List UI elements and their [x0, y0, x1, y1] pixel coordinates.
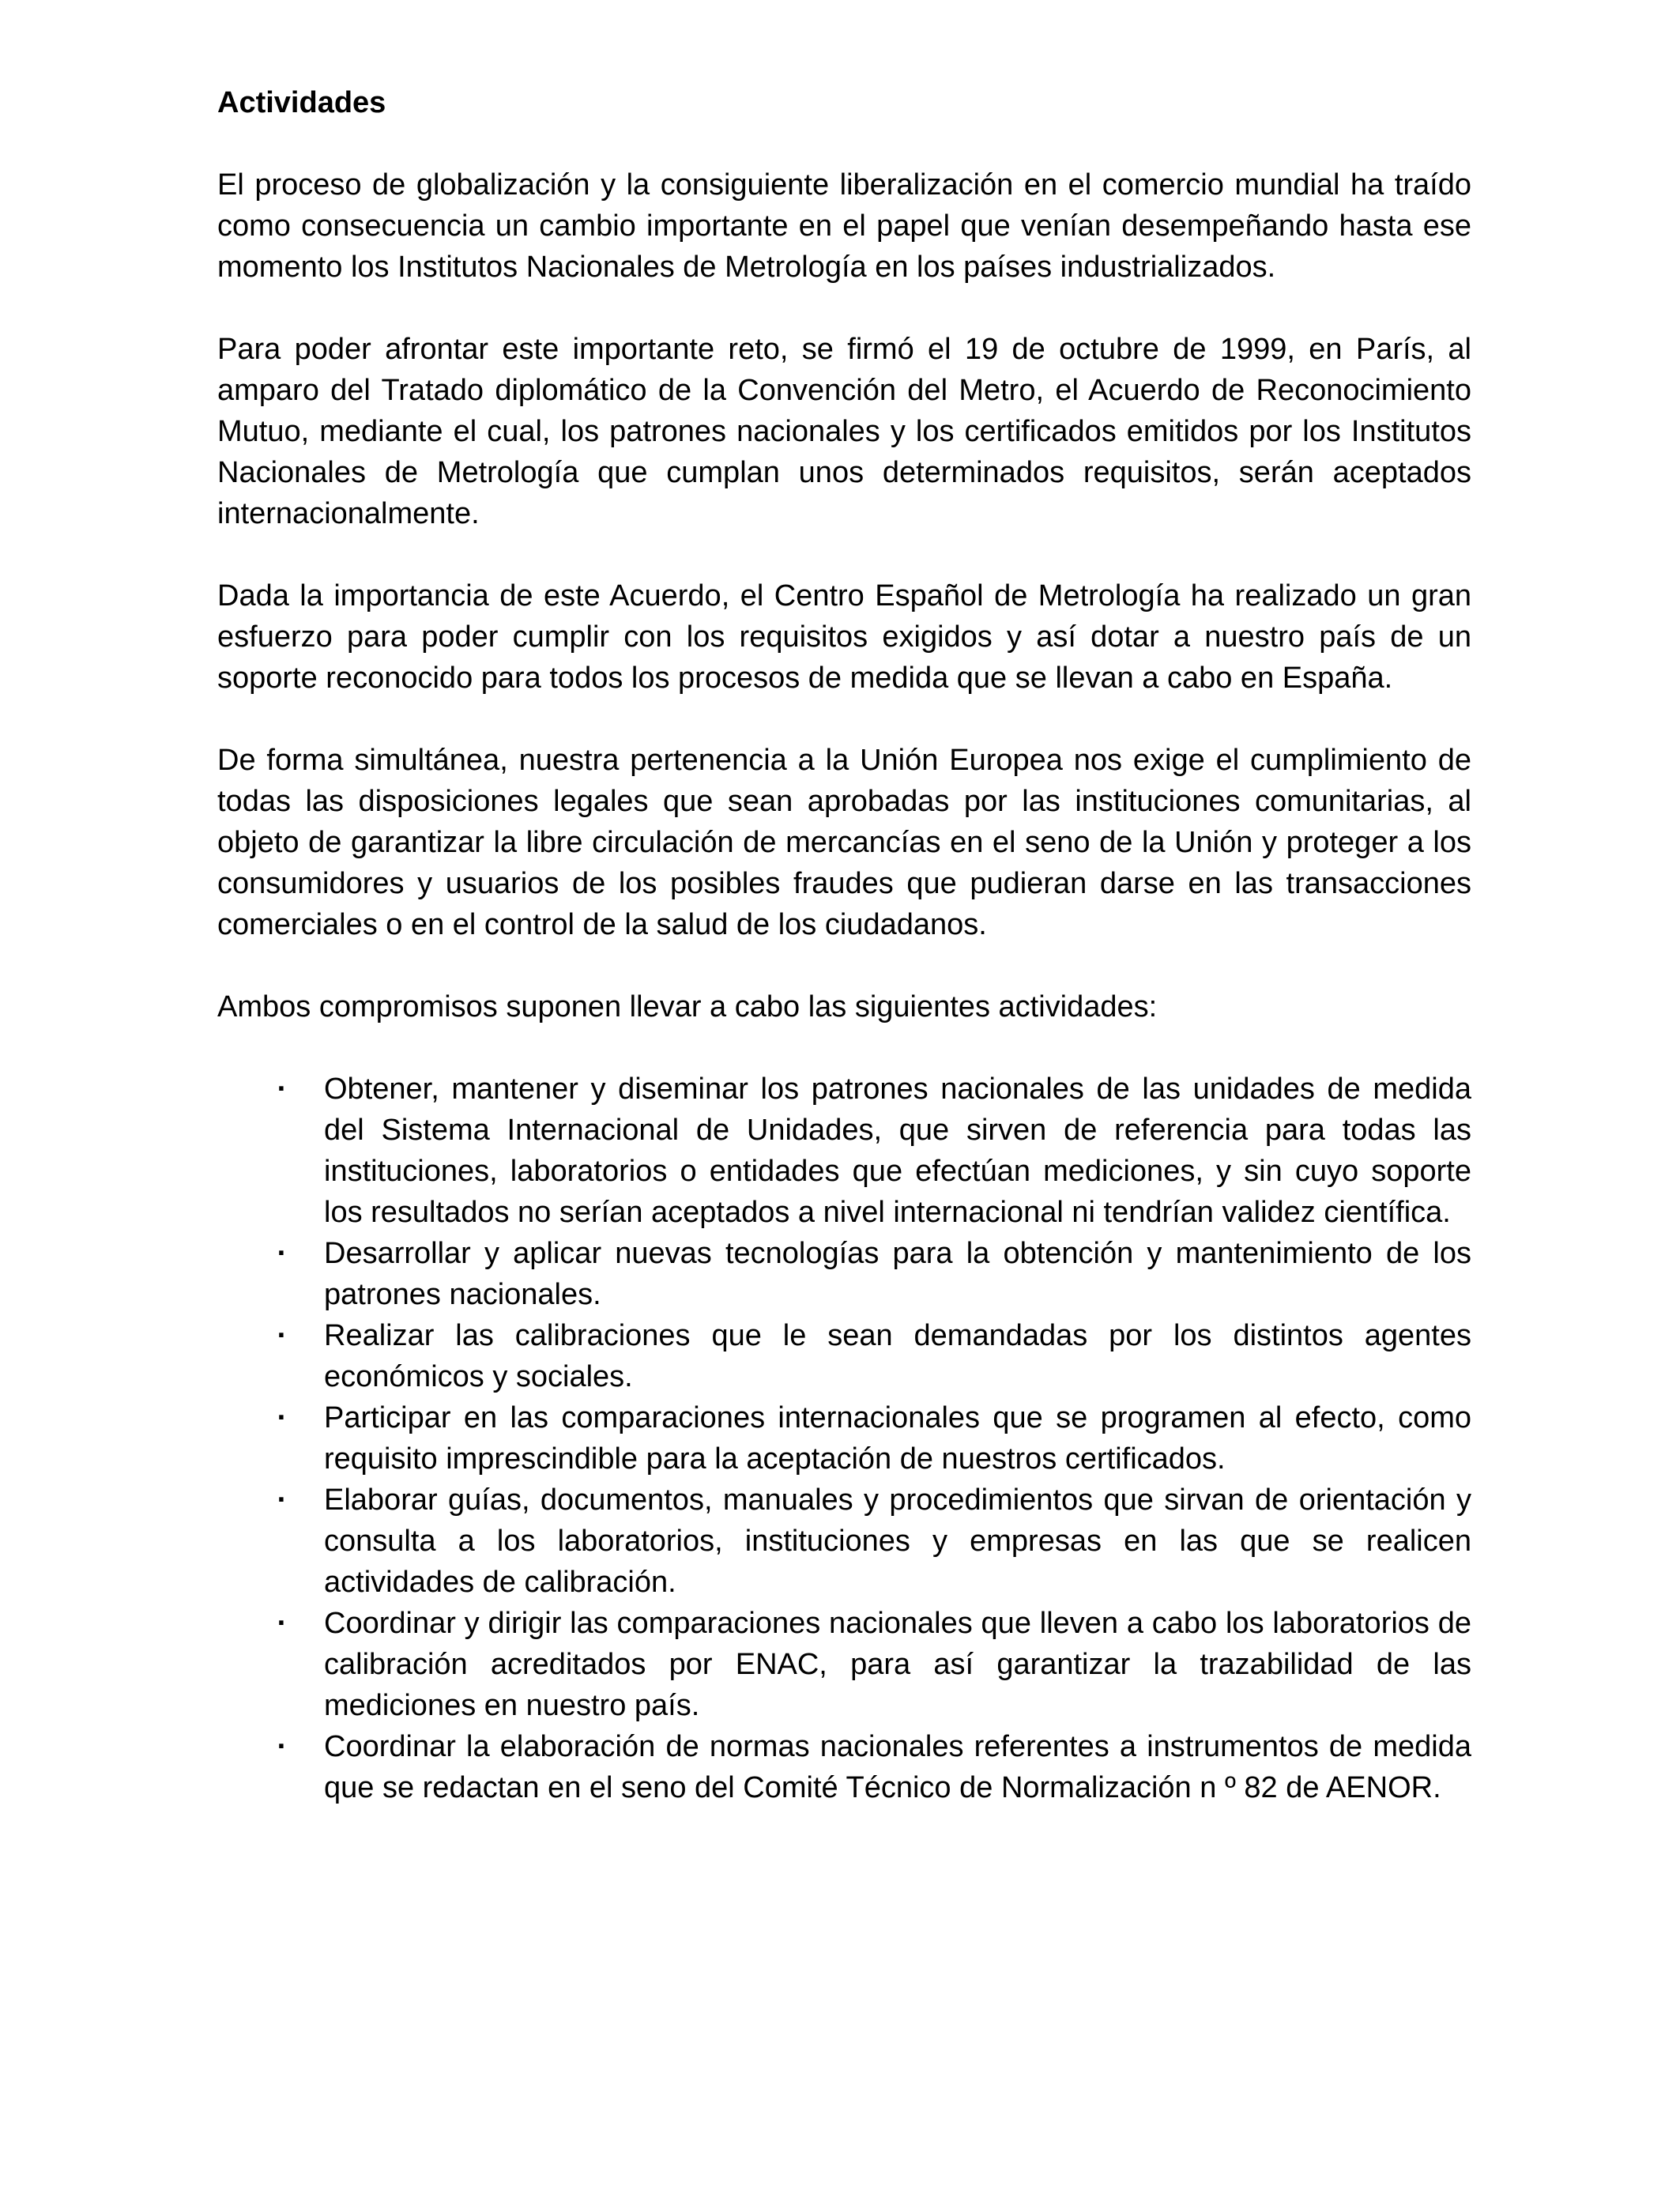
bullet-icon: · [277, 1730, 288, 1763]
bullet-icon: · [277, 1319, 288, 1352]
bullet-icon: · [277, 1483, 288, 1517]
paragraph-centro-espanol: Dada la importancia de este Acuerdo, el Centro Español de Metrología ha realizado un gran esfuerzo para poder cumplir con los requisitos exigidos y así dotar a nuestro país de un soporte reconocido para todos los procesos de medida que se llevan a cabo en España. [217, 579, 1471, 695]
bullet-icon: · [277, 1607, 288, 1640]
list-item [217, 1603, 1471, 1726]
list-item [217, 1480, 1471, 1603]
activities-list [217, 1069, 1471, 1808]
paragraph-globalizacion: El proceso de globalización y la consiguiente liberalización en el comercio mundial ha traído como consecuencia un cambio importante en el papel que venían desempeñando hasta ese momento los Institutos Nacionales de Metrología en los países industrializados. [217, 168, 1471, 284]
bullet-icon: · [277, 1237, 288, 1270]
list-item [217, 1233, 1471, 1315]
list-item [217, 1315, 1471, 1397]
list-item-text: Obtener, mantener y diseminar los patrones nacionales de las unidades de medida del Sistema Internacional de Unidades, que sirven de referencia para todas las instituciones, laboratorios o entidades que efectúan mediciones, y sin cuyo soporte los resultados no serían aceptados a nivel internacional ni tendrían validez científica. [324, 1072, 1471, 1229]
list-item-text: Participar en las comparaciones internacionales que se programen al efecto, como requisito imprescindible para la aceptación de nuestros certificados. [324, 1401, 1471, 1476]
paragraph-ambos-compromisos: Ambos compromisos suponen llevar a cabo las siguientes actividades: [217, 990, 1158, 1023]
section-title: Actividades [217, 86, 386, 119]
paragraph-union-europea: De forma simultánea, nuestra pertenencia a la Unión Europea nos exige el cumplimiento de todas las disposiciones legales que sean aprobadas por las instituciones comunitarias, al objeto de garantizar la libre circulación de mercancías en el seno de la Unión y proteger a los consumidores y usuarios de los posibles fraudes que pudieran darse en las transacciones comerciales o en el control de la salud de los ciudadanos. [217, 744, 1471, 941]
paragraph-acuerdo-reconocimiento: Para poder afrontar este importante reto, se firmó el 19 de octubre de 1999, en París, al amparo del Tratado diplomático de la Convención del Metro, el Acuerdo de Reconocimiento Mutuo, mediante el cual, los patrones nacionales y los certificados emitidos por los Institutos Nacionales de Metrología que cumplan unos determinados requisitos, serán aceptados internacionalmente. [217, 333, 1471, 530]
list-item [217, 1397, 1471, 1480]
list-item-text: Desarrollar y aplicar nuevas tecnologías para la obtención y mantenimiento de los patrones nacionales. [324, 1237, 1471, 1311]
list-item-text: Coordinar y dirigir las comparaciones nacionales que lleven a cabo los laboratorios de calibración acreditados por ENAC, para así garantizar la trazabilidad de las mediciones en nuestro país. [324, 1607, 1471, 1722]
bullet-icon: · [277, 1072, 288, 1106]
document-page [217, 82, 1471, 1808]
bullet-icon: · [277, 1401, 288, 1434]
list-item-text: Coordinar la elaboración de normas nacionales referentes a instrumentos de medida que se redactan en el seno del Comité Técnico de Normalización n º 82 de AENOR. [324, 1730, 1471, 1804]
list-item-text: Elaborar guías, documentos, manuales y procedimientos que sirvan de orientación y consulta a los laboratorios, instituciones y empresas en las que se realicen actividades de calibración. [324, 1483, 1471, 1599]
list-item [217, 1726, 1471, 1808]
list-item-text: Realizar las calibraciones que le sean demandadas por los distintos agentes económicos y sociales. [324, 1319, 1471, 1393]
list-item [217, 1069, 1471, 1233]
